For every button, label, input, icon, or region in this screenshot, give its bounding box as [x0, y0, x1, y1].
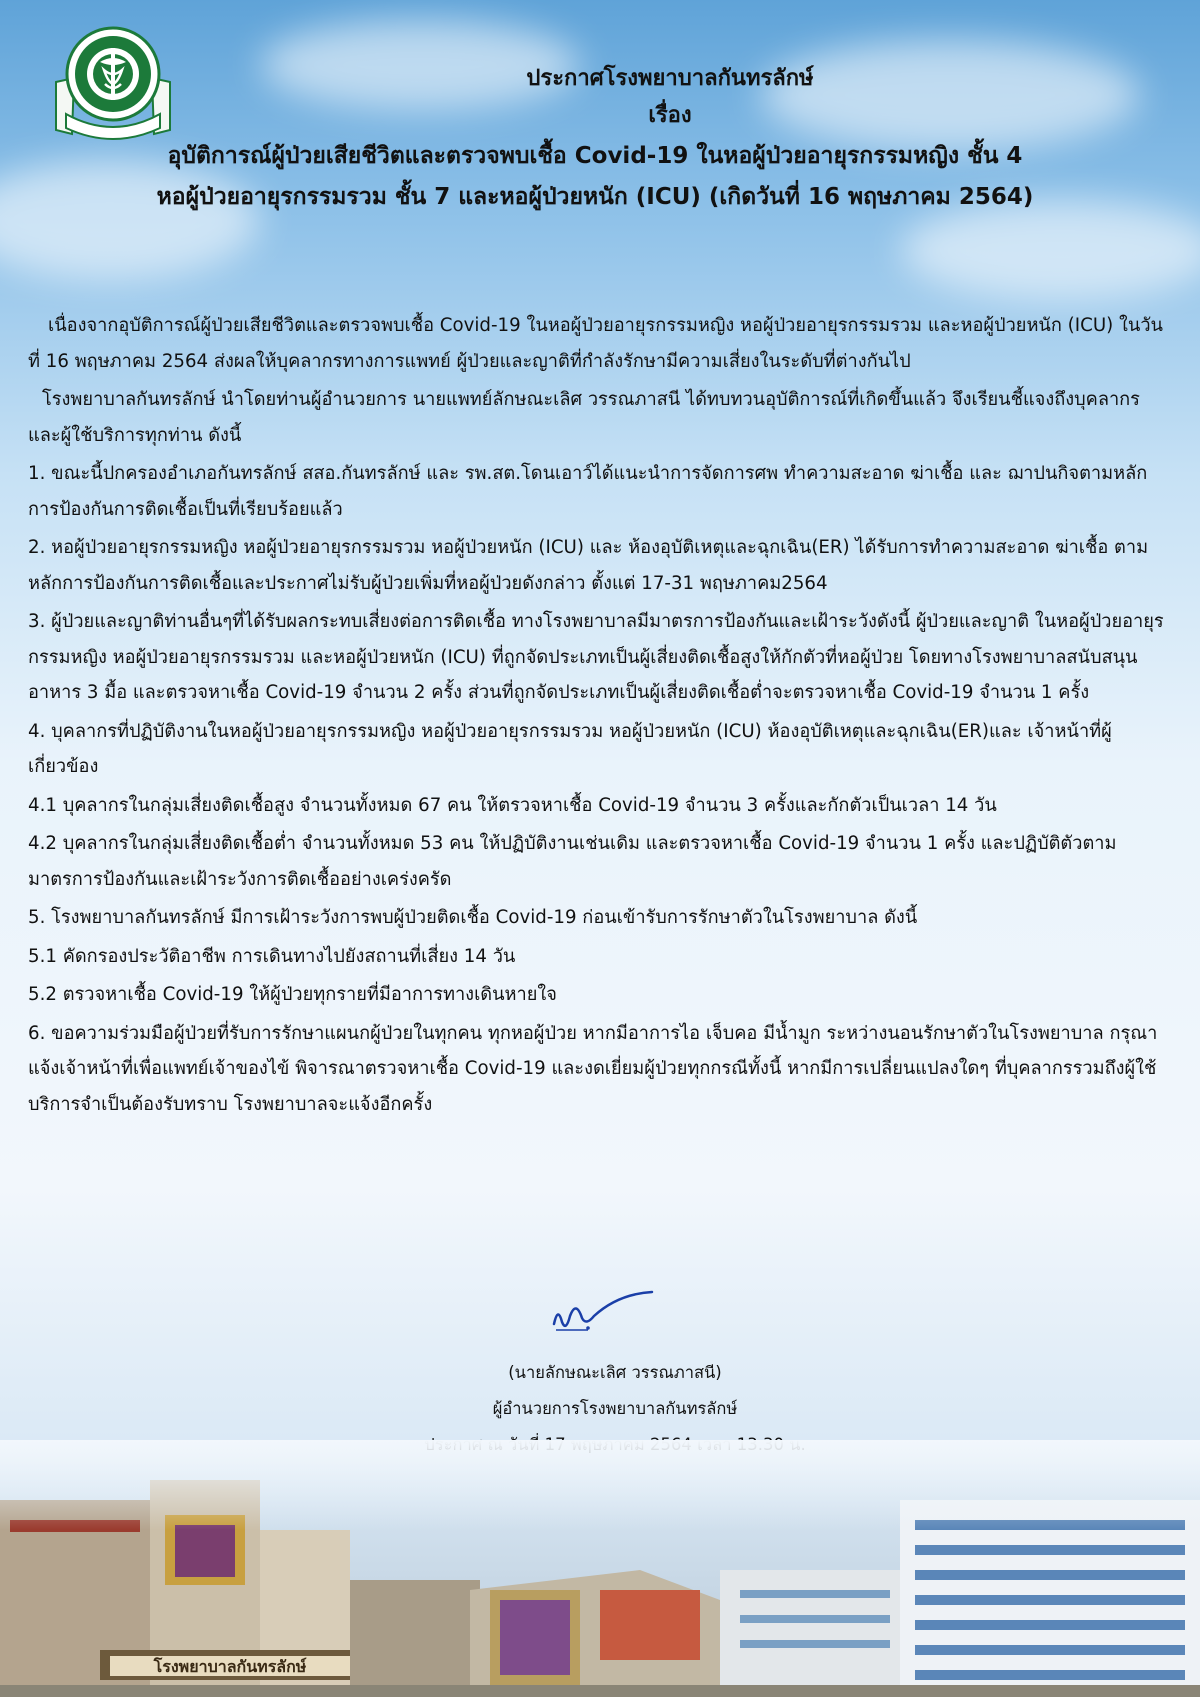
ministry-of-public-health-logo [52, 22, 174, 142]
announcement-title: ประกาศโรงพยาบาลกันทรลักษ์ [526, 66, 814, 91]
measure-item-4-2: 4.2 บุคลากรในกลุ่มเสี่ยงติดเชื้อต่ำ จำนวนทั้งหมด 53 คน ให้ปฏิบัติงานเช่นเดิม และตรวจหาเชื้อ Covid-19 จำนวน 1 ครั้ง และปฏิบัติตัวตามมาตรการป้องกันและเฝ้าระวังการติดเชื้ออย่างเคร่งครัด [28, 833, 1117, 890]
measure-item-4: 4. บุคลากรที่ปฏิบัติงานในหอผู้ป่วยอายุรกรรมหญิง หอผู้ป่วยอายุรกรรมรวม หอผู้ป่วยหนัก (ICU) ห้องอุบัติเหตุและฉุกเฉิน(ER)และ เจ้าหน้าที่ผู้เกี่ยวข้อง [28, 720, 1112, 777]
measure-item-6: 6. ขอความร่วมมือผู้ป่วยที่รับการรักษาแผนกผู้ป่วยในทุกคน ทุกหอผู้ป่วย หากมีอาการไอ เจ็บคอ มีน้ำมูก ระหว่างนอนรักษาตัวในโรงพยาบาล กรุณาแจ้งเจ้าหน้าที่เพื่อแพทย์เจ้าของไข้ พิจารณาตรวจหาเชื้อ Covid-19 และงดเยี่ยมผู้ป่วยทุกกรณีทั้งนี้ หากมีการเปลี่ยนแปลงใดๆ ที่บุคลากรรวมถึงผู้ใช้บริการจำเป็นต้องรับทราบ โรงพยาบาลจะแจ้งอีกครั้ง [28, 1022, 1158, 1115]
measure-item-5: 5. โรงพยาบาลกันทรลักษ์ มีการเฝ้าระวังการพบผู้ป่วยติดเชื้อ Covid-19 ก่อนเข้ารับการรักษาตัวในโรงพยาบาล ดังนี้ [28, 907, 918, 928]
measure-item-3: 3. ผู้ป่วยและญาติท่านอื่นๆที่ได้รับผลกระทบเสี่ยงต่อการติดเชื้อ ทางโรงพยาบาลมีมาตรการป้องกันและเฝ้าระวังดังนี้ ผู้ป่วยและญาติ ในหอผู้ป่วยอายุรกรรมหญิง หอผู้ป่วยอายุรกรรมรวม และหอผู้ป่วยหนัก (ICU) ที่ถูกจัดประเภทเป็นผู้เสี่ยงติดเชื้อสูงให้กักตัวที่หอผู้ป่วย โดยทางโรงพยาบาลสนับสนุนอาหาร 3 มื้อ และตรวจหาเชื้อ Covid-19 จำนวน 2 ครั้ง ส่วนที่ถูกจัดประเภทเป็นผู้เสี่ยงติดเชื้อต่ำจะตรวจหาเชื้อ Covid-19 จำนวน 1 ครั้ง [28, 611, 1164, 703]
measure-item-5-2: 5.2 ตรวจหาเชื้อ Covid-19 ให้ผู้ป่วยทุกรายที่มีอาการทางเดินหายใจ [28, 984, 557, 1005]
measure-item-5-1: 5.1 คัดกรองประวัติอาชีพ การเดินทางไปยังสถานที่เสี่ยง 14 วัน [28, 945, 516, 967]
signer-position: ผู้อำนวยการโรงพยาบาลกันทรลักษ์ [492, 1399, 738, 1418]
signer-name: (นายลักษณะเลิศ วรรณภาสนี) [508, 1363, 722, 1382]
review-paragraph: โรงพยาบาลกันทรลักษ์ นำโดยท่านผู้อำนวยการ นายแพทย์ลักษณะเลิศ วรรณภาสนี ได้ทบทวนอุบัติการณ์ที่เกิดขึ้นแล้ว จึงเรียนชี้แจงถึงบุคลากร และผู้ใช้บริการทุกท่าน ดังนี้ [28, 389, 1140, 446]
intro-paragraph: เนื่องจากอุบัติการณ์ผู้ป่วยเสียชีวิตและตรวจพบเชื้อ Covid-19 ในหอผู้ป่วยอายุรกรรมหญิง หอผู้ป่วยอายุรกรรมรวม และหอผู้ป่วยหนัก (ICU) ในวันที่ 16 พฤษภาคม 2564 ส่งผลให้บุคลากรทางการแพทย์ ผู้ป่วยและญาติที่กำลังรักษามีความเสี่ยงในระดับที่ต่างกันไป [28, 315, 1163, 372]
director-signature [548, 1286, 658, 1336]
measure-item-2: 2. หอผู้ป่วยอายุรกรรมหญิง หอผู้ป่วยอายุรกรรมรวม หอผู้ป่วยหนัก (ICU) และ ห้องอุบัติเหตุและฉุกเฉิน(ER) ได้รับการทำความสะอาด ฆ่าเชื้อ ตามหลักการป้องกันการติดเชื้อและประกาศไม่รับผู้ป่วยเพิ่มที่หอผู้ป่วยดังกล่าว ตั้งแต่ 17-31 พฤษภาคม2564 [28, 537, 1149, 594]
subject-line-1: อุบัติการณ์ผู้ป่วยเสียชีวิตและตรวจพบเชื้อ Covid-19 ในหอผู้ป่วยอายุรกรรมหญิง ชั้น 4 [167, 143, 1023, 169]
hospital-buildings-photo [0, 1440, 1200, 1697]
measure-item-4-1: 4.1 บุคลากรในกลุ่มเสี่ยงติดเชื้อสูง จำนวนทั้งหมด 67 คน ให้ตรวจหาเชื้อ Covid-19 จำนวน 3 ครั้งและกักตัวเป็นเวลา 14 วัน [28, 794, 997, 816]
measure-item-1: 1. ขณะนี้ปกครองอำเภอกันทรลักษ์ สสอ.กันทรลักษ์ และ รพ.สต.โดนเอาว์ได้แนะนำการจัดการศพ ทำความสะอาด ฆ่าเชื้อ และ ฌาปนกิจตามหลักการป้องกันการติดเชื้อเป็นที่เรียบร้อยแล้ว [28, 463, 1148, 520]
announcement-header [156, 62, 1160, 218]
subject-label: เรื่อง [648, 103, 692, 128]
building-sign: โรงพยาบาลกันทรลักษ์ [153, 1657, 307, 1676]
subject-line-2: หอผู้ป่วยอายุรกรรมรวม ชั้น 7 และหอผู้ป่วยหนัก (ICU) (เกิดวันที่ 16 พฤษภาคม 2564) [156, 184, 1034, 210]
announcement-body [28, 308, 1172, 1125]
